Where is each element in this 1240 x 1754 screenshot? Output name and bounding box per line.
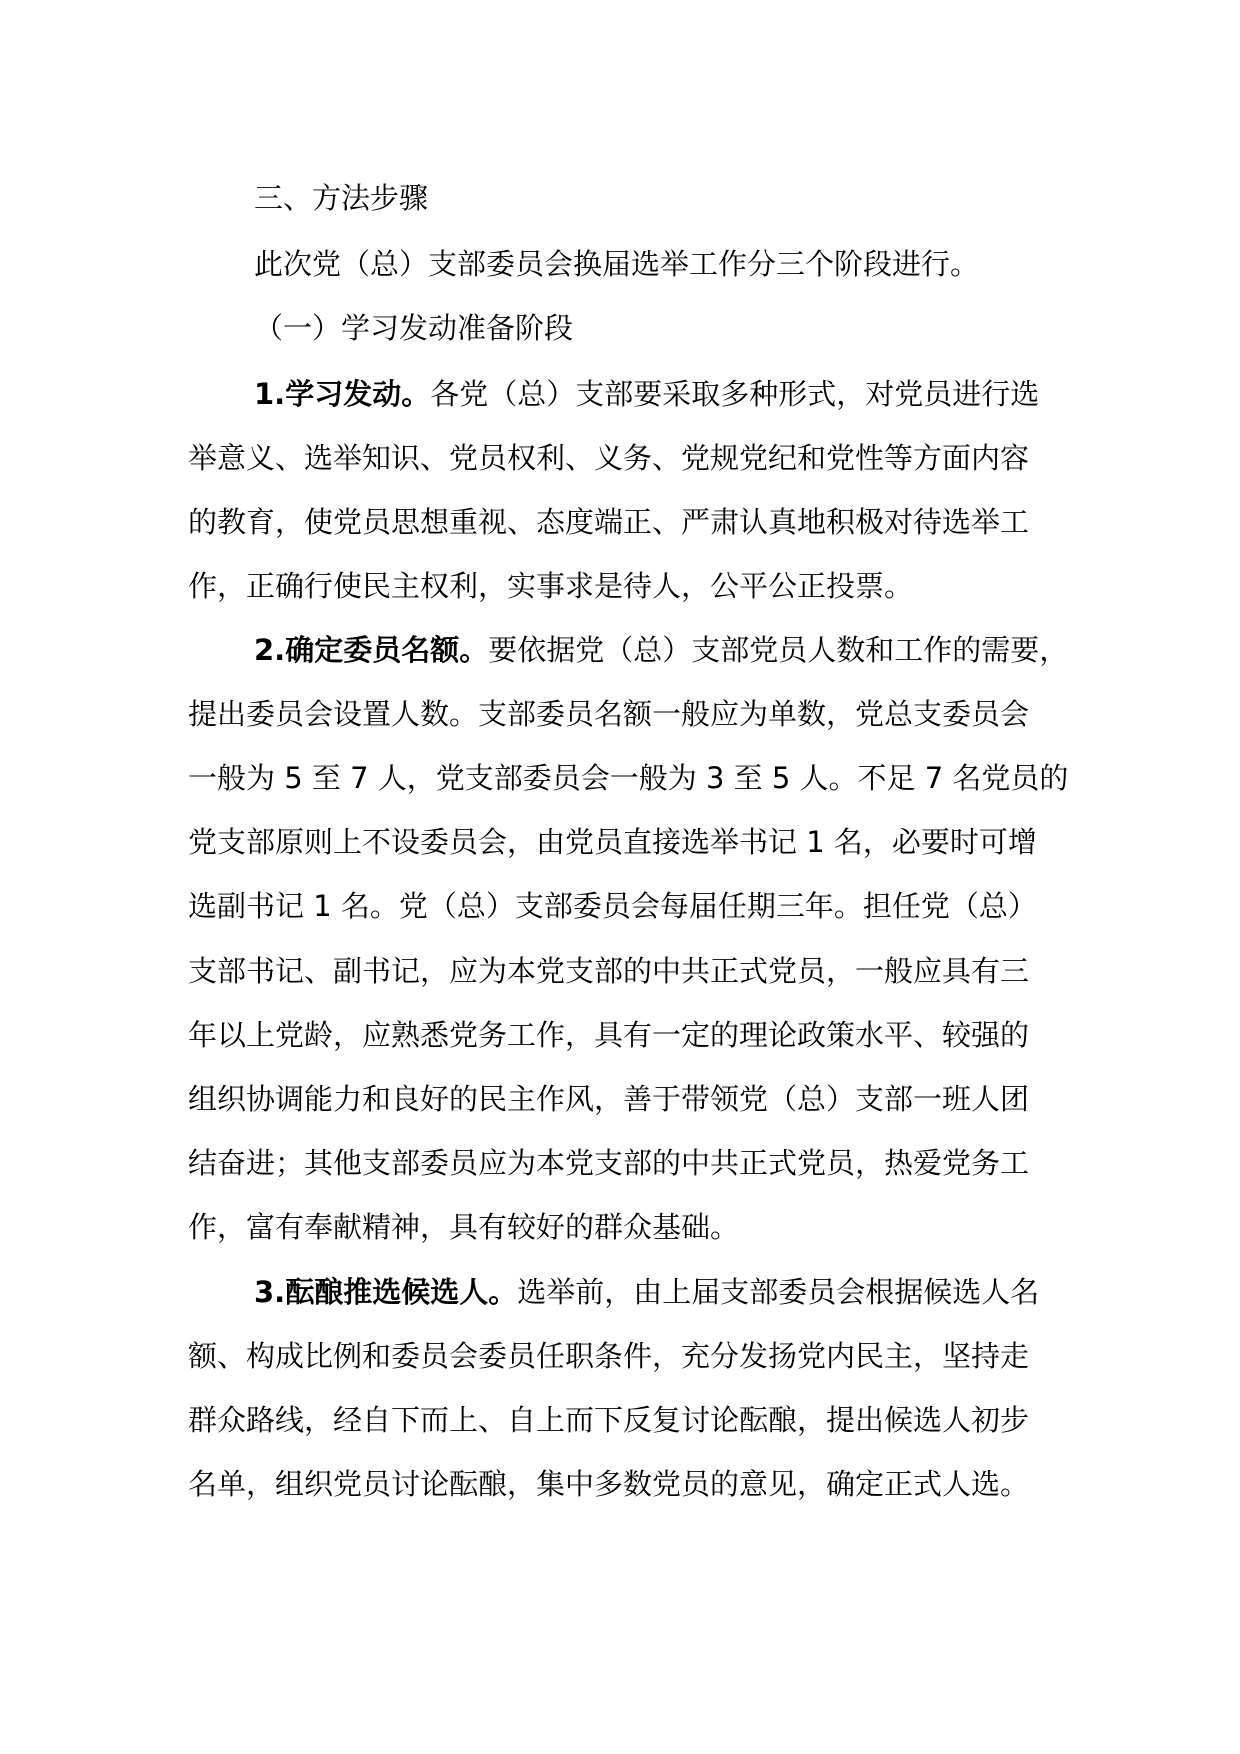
paragraph-line: 结奋进；其他支部委员应为本党支部的中共正式党员，热爱党务工 [188,1146,1030,1180]
paragraph-line: 的教育，使党员思想重视、态度端正、严肃认真地积极对待选举工 [188,505,1030,539]
item-title: 1.学习发动。 [254,377,431,411]
paragraph-line: 举意义、选举知识、党员权利、义务、党规党纪和党性等方面内容 [188,441,1030,475]
paragraph-line [254,374,1039,414]
paragraph-line: 群众路线，经自下而上、自上而下反复讨论酝酿，提出候选人初步 [188,1403,1030,1437]
paragraph-line: 党支部原则上不设委员会，由党员直接选举书记 1 名，必要时可增 [188,825,1037,859]
intro-paragraph: 此次党（总）支部委员会换届选举工作分三个阶段进行。 [254,247,980,281]
paragraph-line: 一般为 5 至 7 人，党支部委员会一般为 3 至 5 人。不足 7 名党员的 [188,761,1069,795]
item-text: 各党（总）支部要采取多种形式，对党员进行选 [430,377,1040,411]
paragraph-line [254,630,1068,670]
section-heading: 三、方法步骤 [254,181,429,215]
paragraph-line: 额、构成比例和委员会委员任职条件，充分发扬党内民主，坚持走 [188,1339,1030,1373]
item-title: 2.确定委员名额。 [254,633,489,667]
item-text: 选举前，由上届支部委员会根据候选人名 [517,1275,1040,1309]
item-text: 要依据党（总）支部党员人数和工作的需要， [488,633,1069,667]
paragraph-line: 组织协调能力和良好的民主作风，善于带领党（总）支部一班人团 [188,1082,1030,1116]
paragraph-line: 年以上党龄，应熟悉党务工作，具有一定的理论政策水平、较强的 [188,1018,1030,1052]
paragraph-line: 提出委员会设置人数。支部委员名额一般应为单数，党总支委员会 [188,697,1030,731]
stage-heading: （一）学习发动准备阶段 [254,311,574,345]
item-title: 3.酝酿推选候选人。 [254,1275,518,1309]
paragraph-line [254,1272,1039,1312]
paragraph-line: 作，正确行使民主权利，实事求是待人，公平公正投票。 [188,569,914,603]
paragraph-line: 选副书记 1 名。党（总）支部委员会每届任期三年。担任党（总） [188,889,1037,923]
paragraph-line: 作，富有奉献精神，具有较好的群众基础。 [188,1210,740,1244]
paragraph-line: 支部书记、副书记，应为本党支部的中共正式党员，一般应具有三 [188,954,1030,988]
paragraph-line: 名单，组织党员讨论酝酿，集中多数党员的意见，确定正式人选。 [188,1467,1030,1501]
